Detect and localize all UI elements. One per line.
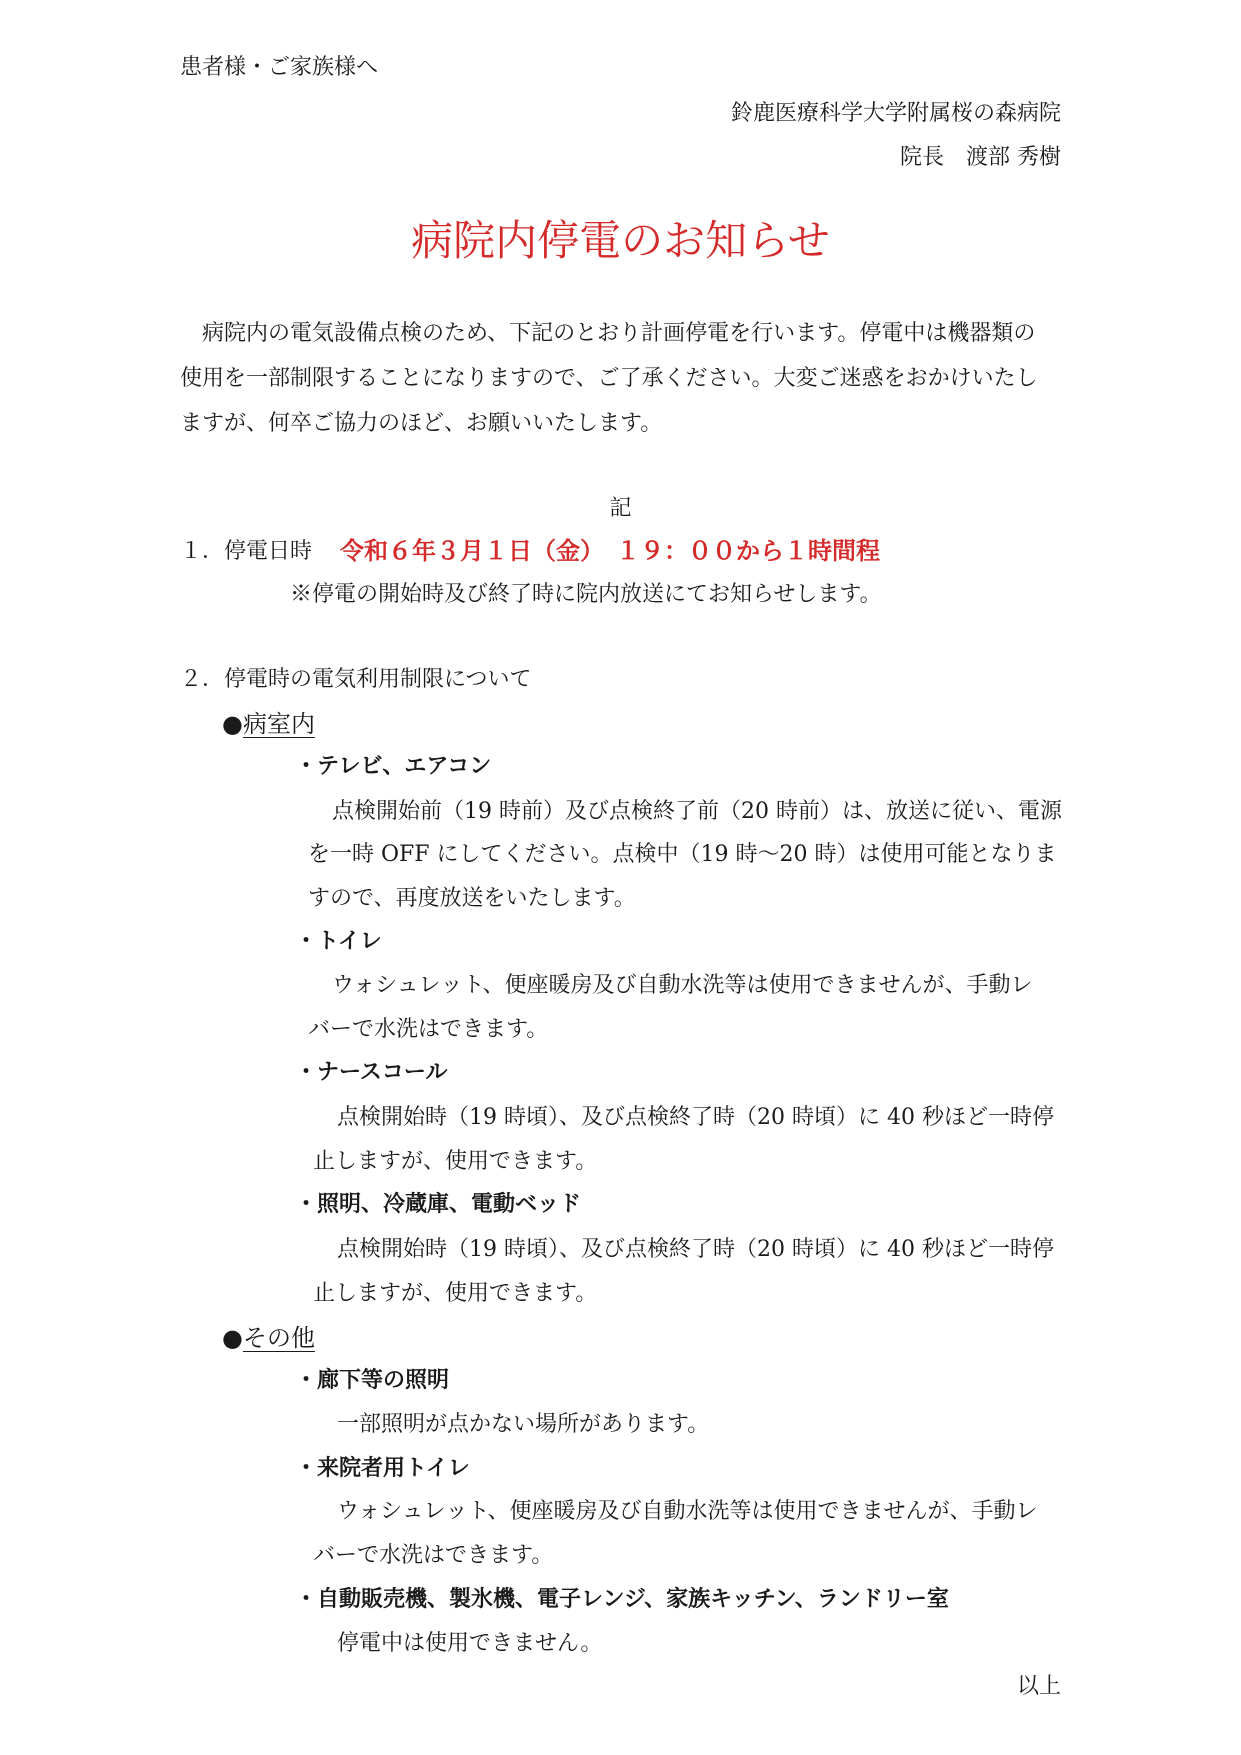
intro-line: 病院内の電気設備点検のため、下記のとおり計画停電を行います。停電中は機器類の xyxy=(180,321,1036,346)
entry-title: ・テレビ、エアコン xyxy=(295,754,492,779)
entry-line: すので、再度放送をいたします。 xyxy=(308,886,636,911)
room-section-heading xyxy=(222,708,315,740)
item1-note: ※停電の開始時及び終了時に院内放送にてお知らせします。 xyxy=(290,582,882,607)
director-name: 院長 渡部 秀樹 xyxy=(900,145,1061,170)
entry-line: バーで水洗はできます。 xyxy=(308,1017,549,1042)
entry-line: 点検開始時（19 時頃）、及び点検終了時（20 時頃）に 40 秒ほど一時停 xyxy=(337,1237,1054,1262)
entry-title: ・トイレ xyxy=(295,929,382,954)
entry-title: ・照明、冷蔵庫、電動ベッド xyxy=(295,1192,582,1217)
item2-label: ２．停電時の電気利用制限について xyxy=(180,667,532,692)
entry-title: ・来院者用トイレ xyxy=(295,1456,470,1481)
intro-line: ますが、何卒ご協力のほど、お願いいたします。 xyxy=(180,411,663,436)
hospital-name: 鈴鹿医療科学大学附属桜の森病院 xyxy=(730,101,1061,126)
page-title: 病院内停電のお知らせ xyxy=(411,216,830,265)
entry-line: 点検開始時（19 時頃）、及び点検終了時（20 時頃）に 40 秒ほど一時停 xyxy=(337,1105,1054,1130)
intro-line: 使用を一部制限することになりますので、ご了承ください。大変ご迷惑をおかけいたし xyxy=(180,366,1038,391)
entry-title: ・自動販売機、製氷機、電子レンジ、家族キッチン、ランドリー室 xyxy=(295,1587,949,1612)
entry-line: ウォシュレット、便座暖房及び自動水洗等は使用できませんが、手動レ xyxy=(337,1499,1038,1524)
entry-line: を一時 OFF にしてください。点検中（19 時～20 時）は使用可能となりま xyxy=(308,842,1057,867)
entry-line: 止しますが、使用できます。 xyxy=(313,1281,598,1306)
entry-line: ウォシュレット、便座暖房及び自動水洗等は使用できませんが、手動レ xyxy=(332,973,1033,998)
entry-title: ・ナースコール xyxy=(295,1060,448,1085)
addressee: 患者様・ご家族様へ xyxy=(180,55,379,80)
ki-heading: 記 xyxy=(609,496,632,521)
other-heading-label: その他 xyxy=(242,1324,315,1352)
entry-line: バーで水洗はできます。 xyxy=(313,1543,554,1568)
entry-line: 止しますが、使用できます。 xyxy=(313,1149,598,1174)
bullet-icon: ● xyxy=(222,1324,243,1352)
closing-ijo: 以上 xyxy=(1016,1674,1061,1699)
item1-label: １．停電日時 xyxy=(180,539,313,564)
entry-line: 停電中は使用できません。 xyxy=(337,1631,603,1656)
room-heading-label: 病室内 xyxy=(242,710,315,738)
other-section-heading xyxy=(222,1322,315,1354)
outage-datetime: 令和６年３月１日（金） １９：００から１時間程 xyxy=(340,537,880,565)
entry-line: 点検開始前（19 時前）及び点検終了前（20 時前）は、放送に従い、電源 xyxy=(332,799,1062,824)
entry-line: 一部照明が点かない場所があります。 xyxy=(337,1412,710,1437)
bullet-icon: ● xyxy=(222,710,243,738)
entry-title: ・廊下等の照明 xyxy=(295,1368,450,1393)
